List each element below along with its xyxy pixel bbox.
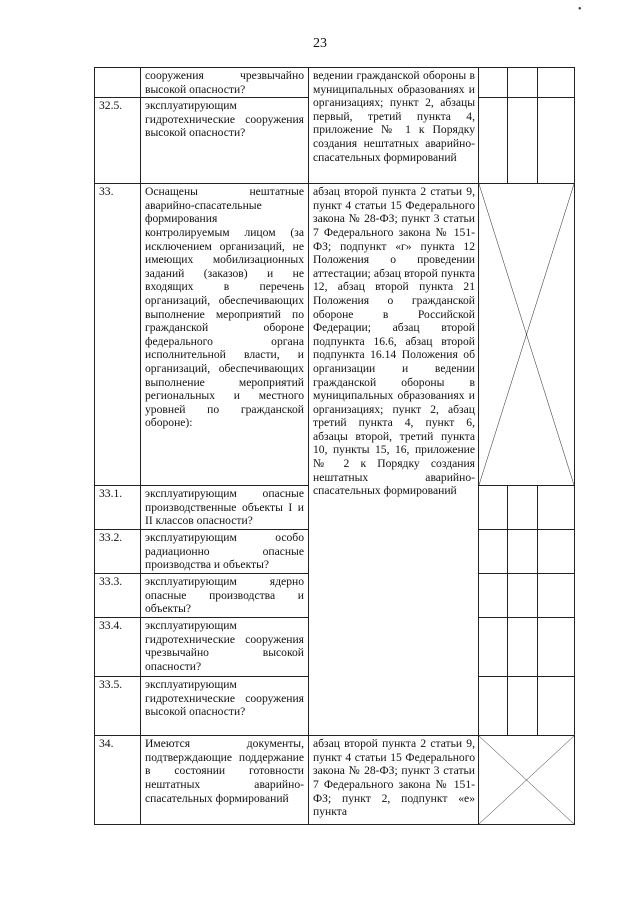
answer-na-cell[interactable] — [538, 68, 575, 98]
row-number: 33.3. — [95, 574, 141, 618]
scan-mark: • — [578, 4, 582, 15]
requirement-text: эксплуатирующим ядерно опасные производства и объекты? — [141, 574, 309, 618]
answer-yes-cell[interactable] — [479, 530, 508, 574]
row-number — [95, 68, 141, 98]
answer-na-cell[interactable] — [538, 618, 575, 677]
answer-na-cell[interactable] — [538, 486, 575, 530]
table-row — [95, 68, 575, 98]
answer-yes-cell[interactable] — [479, 68, 508, 98]
page-number: 23 — [313, 36, 327, 51]
row-number: 33.2. — [95, 530, 141, 574]
row-number: 33.1. — [95, 486, 141, 530]
answer-no-cell[interactable] — [508, 98, 538, 184]
requirement-text: эксплуатирующим особо радиационно опасные производства и объекты? — [141, 530, 309, 574]
row-number: 34. — [95, 736, 141, 825]
requirement-text: сооружения чрезвычайно высокой опасности? — [141, 68, 309, 98]
legal-reference: ведении гражданской обороны в муниципальных образованиях и организациях; пункт 2, абзацы первый, третий пункта 4, приложение № 1 к Порядку создания нештатных аварийно-спасательных формирований — [309, 68, 479, 184]
answer-no-cell[interactable] — [508, 68, 538, 98]
requirement-text: эксплуатирующим гидротехнические сооружения высокой опасности? — [141, 98, 309, 184]
answer-yes-cell[interactable] — [479, 486, 508, 530]
requirement-text: эксплуатирующим опасные производственные объекты I и II классов опасности? — [141, 486, 309, 530]
requirement-text: эксплуатирующим гидротехнические сооружения высокой опасности? — [141, 677, 309, 736]
row-number: 33.5. — [95, 677, 141, 736]
table-row — [95, 736, 575, 825]
row-number: 33. — [95, 184, 141, 486]
requirement-text: Оснащены нештатные аварийно-спасательные формирования контролируемым лицом (за исключением организаций, не имеющих мобилизационных заданий (заказов) и не входящих в перечень организаций, обеспечивающих выполнение мероприятий по гражданской обороне федерального органа исполнительной власти, и организаций, обеспечивающих выполнение мероприятий региональных и местного уровней по гражданской обороне): — [141, 184, 309, 486]
cross-out-mark — [479, 736, 574, 824]
crossed-out-cell — [479, 736, 575, 825]
row-number: 32.5. — [95, 98, 141, 184]
answer-yes-cell[interactable] — [479, 98, 508, 184]
answer-yes-cell[interactable] — [479, 677, 508, 736]
checklist-table — [94, 67, 575, 825]
answer-na-cell[interactable] — [538, 530, 575, 574]
answer-no-cell[interactable] — [508, 530, 538, 574]
row-number: 33.4. — [95, 618, 141, 677]
answer-no-cell[interactable] — [508, 486, 538, 530]
requirement-text: Имеются документы, подтверждающие поддержание в состоянии готовности нештатных аварийно-спасательных формирований — [141, 736, 309, 825]
crossed-out-cell — [479, 184, 575, 486]
cross-out-mark — [479, 184, 574, 485]
answer-na-cell[interactable] — [538, 98, 575, 184]
requirement-text: эксплуатирующим гидротехнические сооружения чрезвычайно высокой опасности? — [141, 618, 309, 677]
legal-reference: абзац второй пункта 2 статьи 9, пункт 4 статьи 15 Федерального закона № 28-ФЗ; пункт 3 статьи 7 Федерального закона № 151-ФЗ; подпункт «г» пункта 12 Положения о проведении аттестации; абзац второй пункта 12, абзац второй пункта 21 Положения о гражданской обороне в Российской Федерации; абзац второй подпункта 16.6, абзац второй подпункта 16.14 Положения об организации и ведении гражданской обороны в муниципальных образованиях и организациях; пункт 2, абзац третий пункта 4, пункт 6, абзацы второй, третий пункта 10, пункты 15, 16, приложение № 2 к Порядку создания нештатных аварийно-спасательных формирований — [309, 184, 479, 736]
answer-no-cell[interactable] — [508, 618, 538, 677]
answer-na-cell[interactable] — [538, 677, 575, 736]
answer-no-cell[interactable] — [508, 574, 538, 618]
answer-yes-cell[interactable] — [479, 574, 508, 618]
answer-na-cell[interactable] — [538, 574, 575, 618]
legal-reference: абзац второй пункта 2 статьи 9, пункт 4 статьи 15 Федерального закона № 28-ФЗ; пункт 3 статьи 7 Федерального закона № 151-ФЗ; пункт 2, подпункт «е» пункта — [309, 736, 479, 825]
table-row — [95, 184, 575, 486]
answer-yes-cell[interactable] — [479, 618, 508, 677]
answer-no-cell[interactable] — [508, 677, 538, 736]
